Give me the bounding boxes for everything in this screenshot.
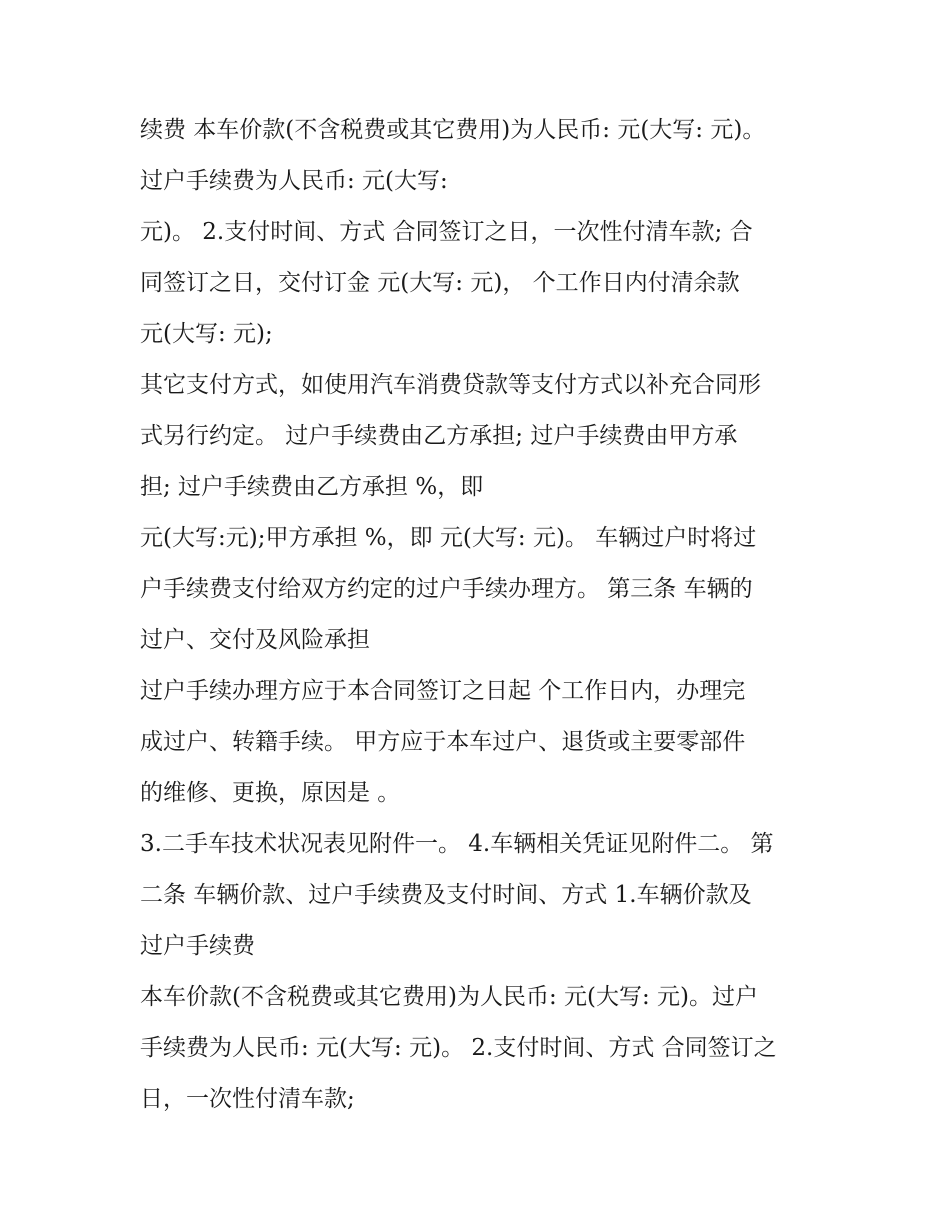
text-line: 元)。 2.支付时间、方式 合同签订之日，一次性付清车款; 合 xyxy=(140,219,753,245)
text-line: 过户手续费为人民币: 元(大写: xyxy=(140,168,448,194)
text-line: 日，一次性付清车款; xyxy=(140,1086,355,1112)
text-line: 过户手续办理方应于本合同签订之日起 个工作日内，办理完 xyxy=(140,678,746,704)
text-line: 式另行约定。 过户手续费由乙方承担; 过户手续费由甲方承 xyxy=(140,423,738,449)
text-line: 本车价款(不含税费或其它费用)为人民币: 元(大写: 元)。过户 xyxy=(140,984,759,1010)
text-line: 手续费为人民币: 元(大写: 元)。 2.支付时间、方式 合同签订之 xyxy=(140,1035,777,1061)
text-line: 3.二手车技术状况表见附件一。 4.车辆相关凭证见附件二。 第 xyxy=(140,831,774,857)
text-line: 成过户、转籍手续。 甲方应于本车过户、退货或主要零部件 xyxy=(140,729,746,755)
text-line: 其它支付方式，如使用汽车消费贷款等支付方式以补充合同形 xyxy=(140,372,761,398)
text-line: 元(大写: 元); xyxy=(140,321,273,347)
text-line: 的维修、更换，原因是 。 xyxy=(140,780,401,806)
text-line: 户手续费支付给双方约定的过户手续办理方。 第三条 车辆的 xyxy=(140,576,753,602)
text-line: 续费 本车价款(不含税费或其它费用)为人民币: 元(大写: 元)。 xyxy=(140,117,766,143)
text-line: 过户、交付及风险承担 xyxy=(140,627,370,653)
text-line: 担; 过户手续费由乙方承担 %，即 xyxy=(140,474,484,500)
text-line: 过户手续费 xyxy=(140,933,255,959)
text-line: 二条 车辆价款、过户手续费及支付时间、方式 1.车辆价款及 xyxy=(140,882,752,908)
text-line: 同签订之日，交付订金 元(大写: 元)， 个工作日内付清余款 xyxy=(140,270,740,296)
text-line: 元(大写:元);甲方承担 %，即 元(大写: 元)。 车辆过户时将过 xyxy=(140,525,757,551)
contract-body-text xyxy=(140,105,820,1125)
